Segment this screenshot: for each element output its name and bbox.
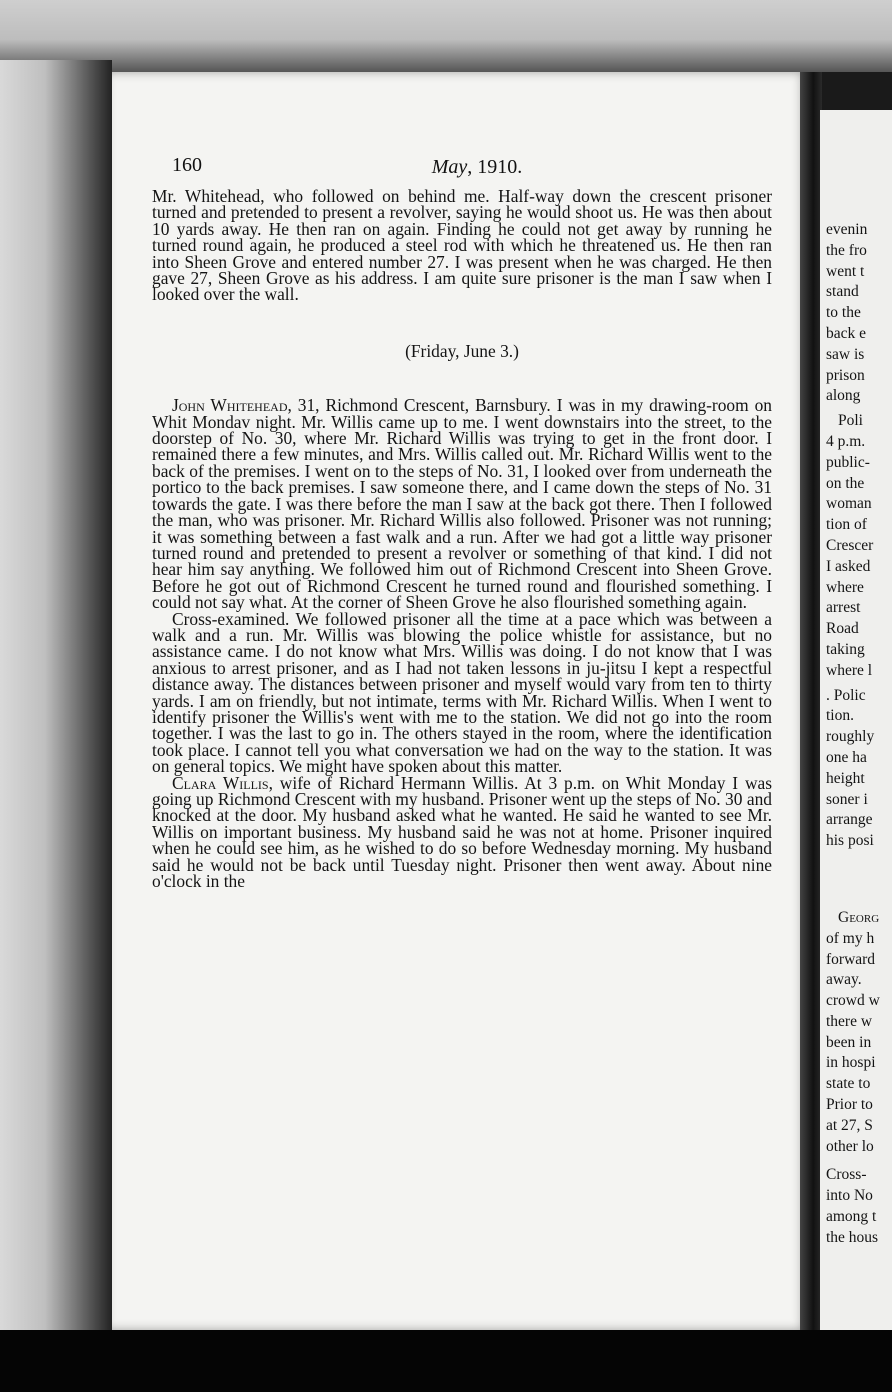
right-line: where l bbox=[826, 661, 873, 679]
body-text bbox=[152, 186, 772, 892]
right-line: along bbox=[826, 387, 861, 405]
right-line: the fro bbox=[826, 241, 867, 259]
right-line: crowd w bbox=[826, 992, 880, 1010]
right-page-text bbox=[826, 110, 892, 1249]
right-line: one ha bbox=[826, 748, 867, 766]
right-line: woman bbox=[826, 495, 872, 513]
page-number: 160 bbox=[172, 154, 202, 176]
left-page bbox=[112, 72, 808, 1330]
right-line: public- bbox=[826, 453, 870, 471]
right-line: stand bbox=[826, 283, 859, 301]
scan-left-edge bbox=[0, 60, 112, 1392]
running-head-year: , 1910. bbox=[467, 156, 523, 178]
right-line: I asked bbox=[826, 557, 871, 575]
right-line: among t bbox=[826, 1208, 877, 1226]
right-line: on the bbox=[826, 474, 865, 492]
right-line: tion. bbox=[826, 707, 854, 725]
right-line: height bbox=[826, 769, 865, 787]
right-line: in hospi bbox=[826, 1054, 876, 1072]
right-line: his posi bbox=[826, 832, 874, 850]
right-line: Georg bbox=[838, 908, 880, 926]
running-head bbox=[172, 156, 782, 179]
right-line: arrest bbox=[826, 599, 861, 617]
scan-bottom-edge bbox=[0, 1330, 892, 1392]
right-line: soner i bbox=[826, 790, 868, 808]
right-line: where bbox=[826, 578, 864, 596]
right-line: Road bbox=[826, 620, 859, 638]
right-page-fragment bbox=[820, 110, 892, 1330]
book-gutter bbox=[800, 72, 822, 1330]
right-line: away. bbox=[826, 971, 862, 989]
right-line: there w bbox=[826, 1012, 873, 1030]
right-line: tion of bbox=[826, 516, 867, 534]
right-line: to the bbox=[826, 304, 861, 322]
right-line: forward bbox=[826, 950, 876, 968]
page-header bbox=[172, 154, 782, 180]
paragraph-clara-willis bbox=[152, 772, 772, 892]
whitehead-testimony: , 31, Richmond Crescent, Barnsbury. I was in my drawing-room on Whit Mondav night. Mr. Willis came up to me. I went downstairs into the street, to the doorstep of No. 30, where Mr. Richard Willis was trying to get in the front door. I remained there a few minutes, and Mrs. Willis called out. Mr. Richard Willis went to the back of the premises. I went on to the steps of No. 31, I looked over from underneath the portico to the back premises. I saw someone there, and I came down the steps of No. 31 towards the gate. I was there before the man I saw at the back got there. Then I followed the man, who was prisoner. Mr. Richard Willis also followed. Prisoner was not running; it was something between a fast walk and a run. After we had got a little way prisoner turned round and pretended to present a revolver or something of that kind. I did not hear him say anything. We followed him out of Richmond Crescent into Sheen Grove. Before he got out of Richmond Crescent he turned round and flourished something. I could not say what. At the corner of Sheen Grove he also flourished something again. bbox=[152, 395, 772, 613]
paragraph-whitehead bbox=[152, 395, 772, 613]
right-line: went t bbox=[826, 262, 865, 280]
right-line: prison bbox=[826, 366, 865, 384]
right-line: 4 p.m. bbox=[826, 432, 866, 450]
right-line: Cross- bbox=[826, 1166, 867, 1184]
right-line: state to bbox=[826, 1075, 871, 1093]
right-line: evenin bbox=[826, 221, 868, 238]
clara-willis-testimony: , wife of Richard Hermann Willis. At 3 p.m. on Whit Monday I was going up Richmond Crescent with my husband. Prisoner went up the steps of No. 30 and knocked at the door. My husband asked what he wanted. He said he wanted to see Mr. Willis on important business. My husband said he was not at home. Prisoner inquired when he could see him, as he wished to do so before Wednesday morning. My husband said he would not be back until Tuesday night. Prisoner then went away. About nine o'clock in the bbox=[152, 772, 772, 892]
paragraph-continuation: Mr. Whitehead, who followed on behind me. Half-way down the crescent prisoner turned and pretended to present a revolver, saying he would shoot us. He was then about 10 yards away. He then ran on again. Finding he could not get away by running he turned round again, he produced a steel rod with which he threatened us. He then ran into Sheen Grove and entered number 27. I was present when he was charged. He then gave 27, Sheen Grove as his address. I am quite sure prisoner is the man I saw when I looked over the wall. bbox=[152, 186, 772, 305]
right-line: the hous bbox=[826, 1228, 879, 1246]
right-line: been in bbox=[826, 1033, 872, 1051]
right-line: other lo bbox=[826, 1137, 874, 1155]
right-line: arrange bbox=[826, 811, 873, 829]
right-line: taking bbox=[826, 640, 865, 658]
right-line: of my h bbox=[826, 929, 875, 947]
right-line: . Polic bbox=[826, 686, 866, 704]
scan-top-edge bbox=[0, 0, 892, 72]
paragraph-cross-examined: Cross-examined. We followed prisoner all the time at a pace which was between a walk and a run. Mr. Willis was blowing the police whistle for assistance, but no assistance came. I do not know what Mrs. Willis was doing. I do not know that I was anxious to arrest prisoner, and as I had not taken lessons in ju-jitsu I kept a respectful distance away. The distances between prisoner and myself would vary from ten to thirty yards. I am on friendly, but not intimate, terms with Mr. Richard Willis. When I went to identify prisoner the Willis's went with me to the station. We did not go into the room together. I was the last to go in. The others stayed in the room, where the identification took place. I cannot tell you what conversation we had on the way to the station. It was on general topics. We might have spoken about this matter. bbox=[152, 608, 772, 777]
right-line: into No bbox=[826, 1187, 873, 1205]
date-heading: (Friday, June 3.) bbox=[405, 340, 519, 361]
right-line: Poli bbox=[838, 412, 863, 430]
right-line: back e bbox=[826, 324, 867, 342]
right-line: at 27, S bbox=[826, 1116, 873, 1134]
running-head-month: May bbox=[431, 156, 468, 178]
witness-name-clara-willis: Clara Willis bbox=[172, 772, 269, 793]
right-line: Prior to bbox=[826, 1096, 873, 1114]
right-line: roughly bbox=[826, 728, 875, 746]
right-line: Crescer bbox=[826, 536, 874, 554]
right-line: saw is bbox=[826, 345, 865, 363]
witness-name-whitehead: John Whitehead bbox=[172, 395, 288, 416]
